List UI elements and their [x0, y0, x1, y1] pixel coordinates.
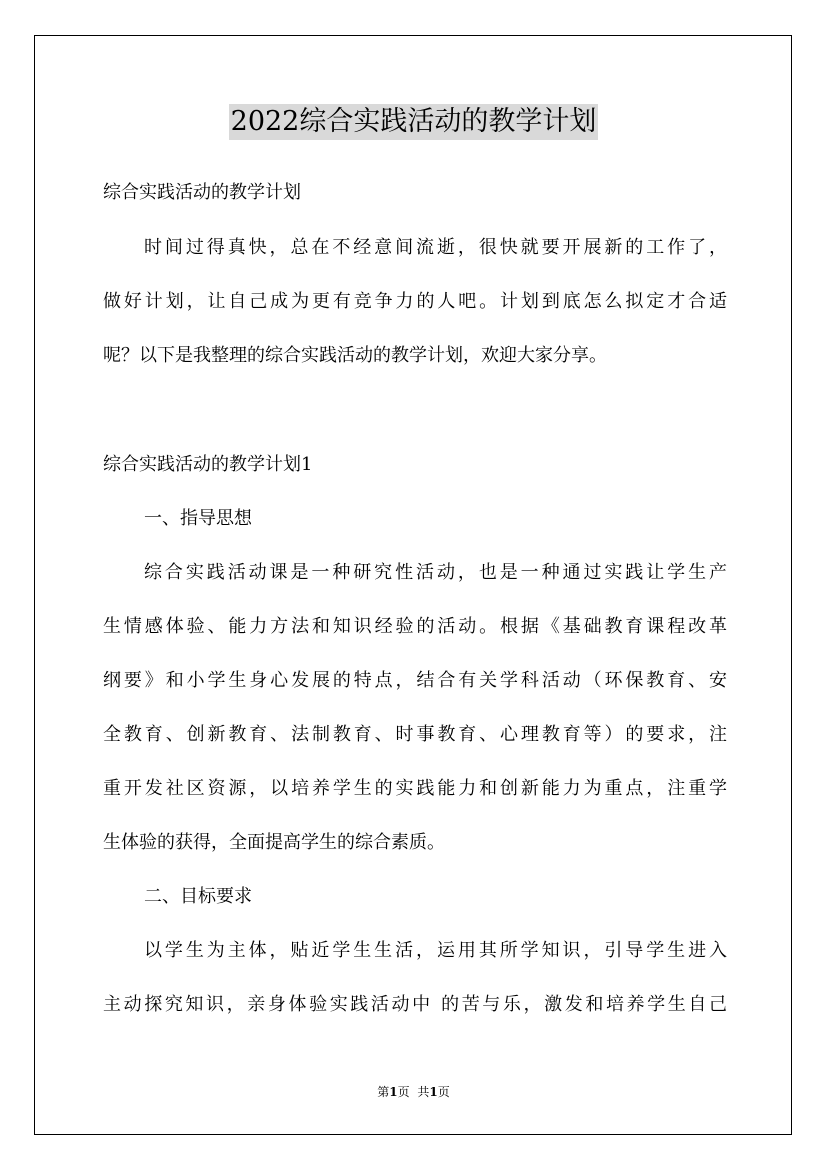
footer-page-prefix: 第 — [377, 1085, 390, 1099]
footer-total-number: 1 — [429, 1085, 438, 1099]
intro-line-2: 做好计划，让自己成为更有竞争力的人吧。计划到底怎么拟定才合适 — [103, 291, 727, 312]
page-footer — [0, 1083, 827, 1101]
paragraph-line-3: 纲要》和小学生身心发展的特点，结合有关学科活动（环保教育、安 — [103, 670, 727, 691]
heading-guiding-thought: 一、指导思想 — [144, 508, 252, 529]
paragraph-goals-line-1: 以学生为主体，贴近学生生活，运用其所学知识，引导学生进入 — [144, 940, 727, 961]
intro-line-3: 呢？以下是我整理的综合实践活动的教学计划，欢迎大家分享。 — [103, 345, 607, 366]
paragraph-line-2: 生情感体验、能力方法和知识经验的活动。根据《基础教育课程改革 — [103, 616, 727, 637]
section-heading-1: 综合实践活动的教学计划1 — [103, 454, 313, 475]
subtitle-line: 综合实践活动的教学计划 — [103, 182, 301, 203]
footer-page-suffix: 页 — [397, 1085, 410, 1099]
paragraph-line-1: 综合实践活动课是一种研究性活动，也是一种通过实践让学生产 — [144, 562, 727, 583]
footer-page-number: 1 — [389, 1085, 398, 1099]
paragraph-line-5: 重开发社区资源，以培养学生的实践能力和创新能力为重点，注重学 — [103, 778, 727, 799]
paragraph-line-6: 生体验的获得，全面提高学生的综合素质。 — [103, 832, 445, 853]
paragraph-line-4: 全教育、创新教育、法制教育、时事教育、心理教育等）的要求，注 — [103, 724, 727, 745]
footer-total-prefix: 共 — [417, 1085, 430, 1099]
heading-goals: 二、目标要求 — [144, 886, 252, 907]
footer-total-suffix: 页 — [437, 1085, 450, 1099]
title-container — [0, 104, 827, 140]
intro-line-1: 时间过得真快，总在不经意间流逝，很快就要开展新的工作了， — [144, 237, 727, 258]
paragraph-goals-line-2: 主动探究知识，亲身体验实践活动中 的苦与乐，激发和培养学生自己 — [103, 994, 727, 1015]
document-title: 2022综合实践活动的教学计划 — [229, 104, 599, 140]
